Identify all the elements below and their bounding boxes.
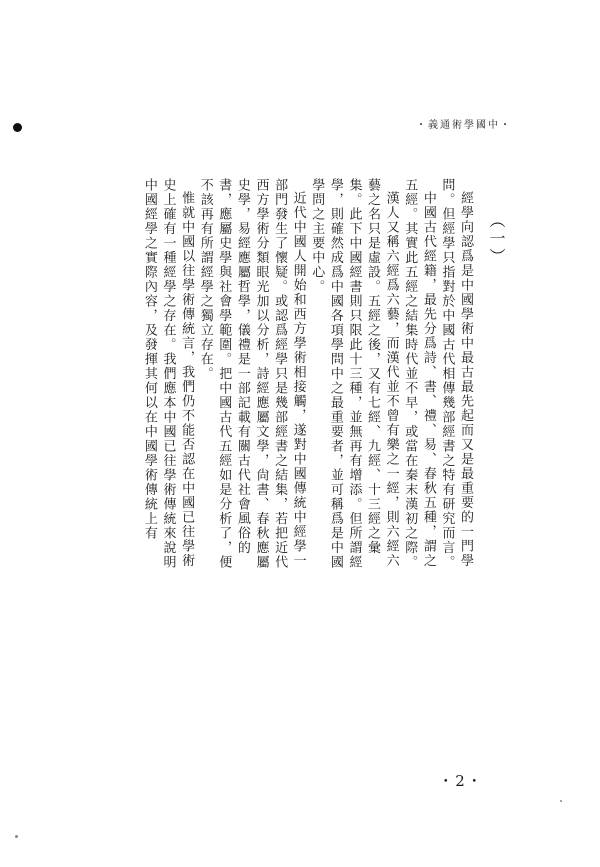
scan-speck: [15, 835, 18, 838]
paragraph-4: 近代中國人開始和西方學術相接觸，遂對中國傳統中經學一部門發生了懷疑。或認爲經學只是幾部經書之結集，若把近代西方學術分類眼光加以分析，詩經應屬文學，尙書、春秋應屬史學，易經應屬哲學，儀禮是一部記載有關古代社會風俗的書，應屬史學與社會學範圍。把中國古代五經如是分析了，便不該再有所謂經學之獨立存在。: [197, 178, 306, 570]
page-number: ・2・: [438, 772, 484, 790]
scan-speck: [560, 800, 562, 802]
section-number: （一）: [487, 212, 506, 266]
paragraph-2: 中國古代經籍，最先分爲詩、書、禮、易、春秋五種，謂之五經。其實此五經之結集時代並不早，或當在秦末漢初之際。: [402, 178, 436, 570]
running-head: ・義通術學國中・: [416, 120, 512, 131]
margin-bullet-mark: [13, 123, 22, 132]
paragraph-1: 經學向認爲是中國學術中最古最先起而又是最重要的一門學問。但經學只指對於中國古代相傳幾部經書之特有研究而言。: [439, 178, 473, 570]
paragraph-3: 漢人又稱六經爲六藝，而漢代並不曾有樂之一經，則六經六藝之名只是虛設。五經之後，又有七經、九經、十三經之彙集。此下中國經書則只限此十三種，並無再有增添。但所謂經學，則確然成爲中國各項學問中之最重要者，並可稱爲是中國學問之主要中心。: [309, 178, 399, 570]
paragraph-5: 惟就中國以往學術傳統言，我們仍不能否認在中國已往學術史上確有一種經學之存在。我們應本中國已往學術傳統來說明中國經學之實際內容，及發揮其何以在中國學術傳統上有: [141, 178, 195, 570]
body-text: [122, 178, 474, 573]
